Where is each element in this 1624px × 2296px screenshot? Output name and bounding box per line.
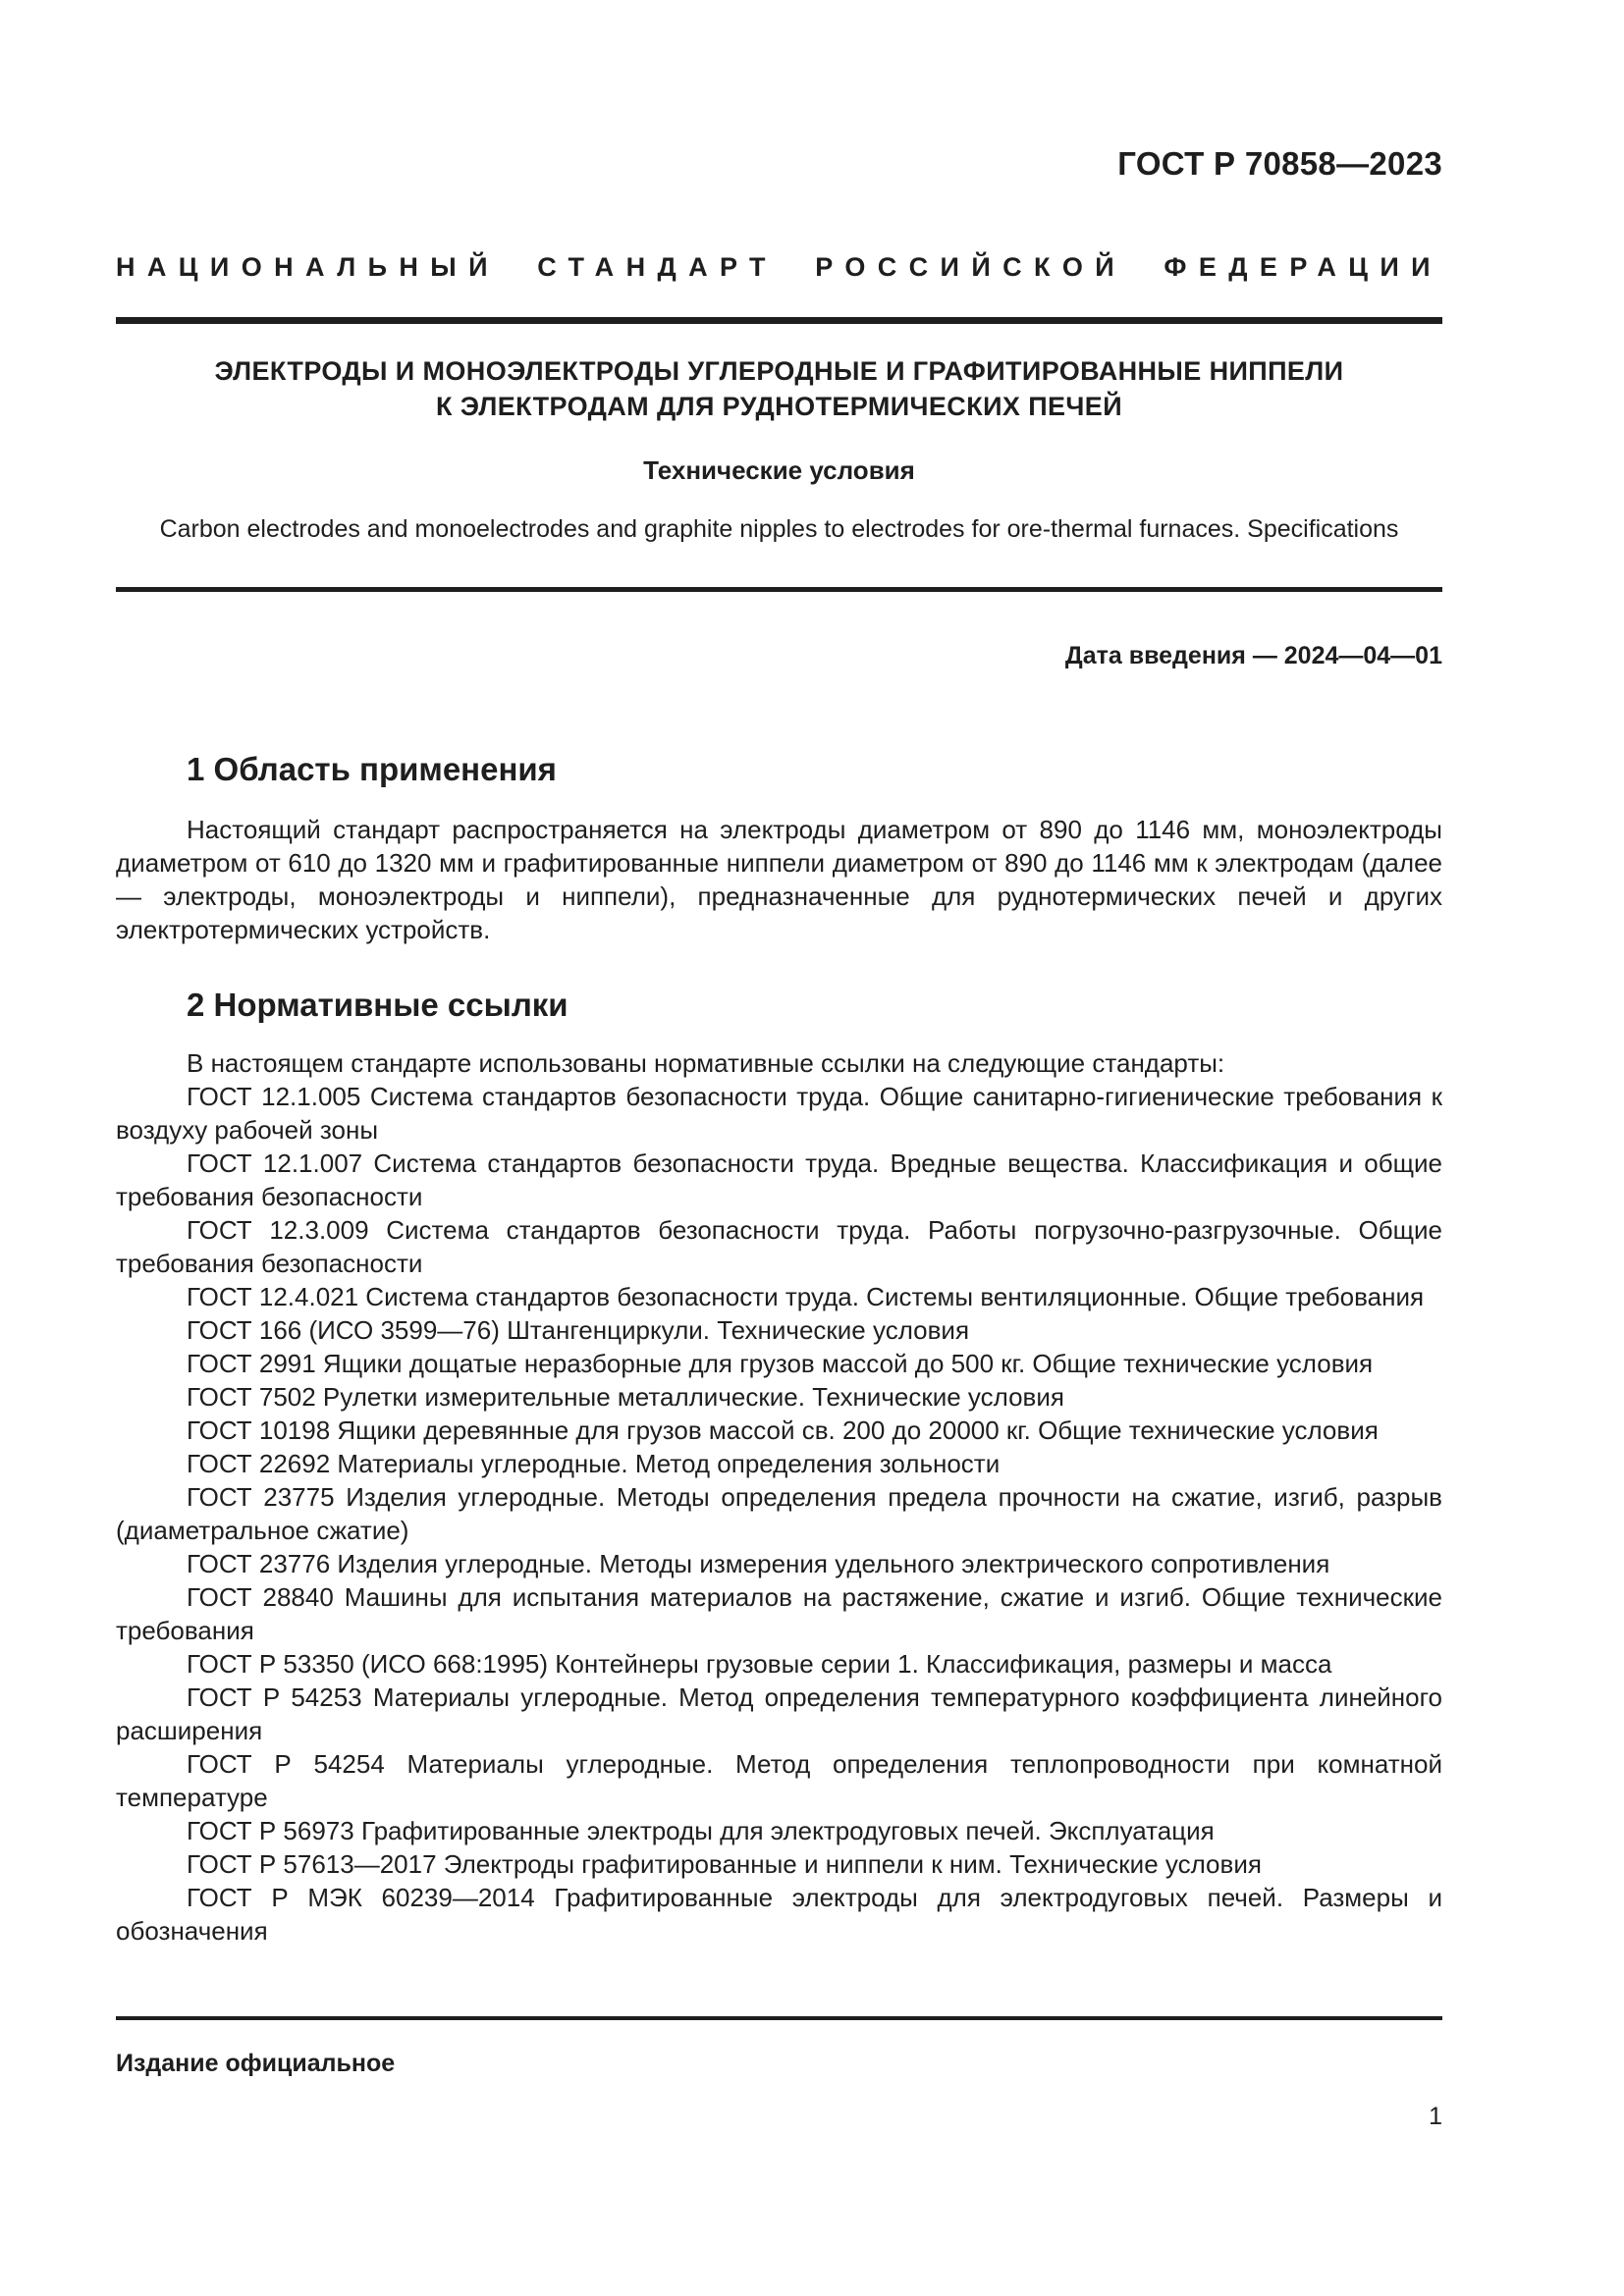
reference-item: ГОСТ Р 54254 Материалы углеродные. Метод определения теплопроводности при комнатной температуре [116, 1749, 1442, 1812]
english-title: Carbon electrodes and monoelectrodes and graphite nipples to electrodes for ore-thermal furnaces. Specifications [159, 515, 1399, 543]
reference-item: ГОСТ 12.3.009 Система стандартов безопасности труда. Работы погрузочно-разгрузочные. Общие требования безопасности [116, 1215, 1442, 1278]
reference-item: ГОСТ 10198 Ящики деревянные для грузов массой св. 200 до 20000 кг. Общие технические условия [187, 1415, 1379, 1445]
reference-item: ГОСТ 23775 Изделия углеродные. Методы определения предела прочности на сжатие, изгиб, разрыв (диаметральное сжатие) [116, 1482, 1442, 1545]
reference-item: ГОСТ Р 54253 Материалы углеродные. Метод определения температурного коэффициента линейного расширения [116, 1682, 1442, 1745]
reference-item: ГОСТ 12.1.007 Система стандартов безопасности труда. Вредные вещества. Классификация и общие требования безопасности [116, 1148, 1442, 1211]
reference-item: ГОСТ Р МЭК 60239—2014 Графитированные электроды для электродуговых печей. Размеры и обозначения [116, 1883, 1442, 1946]
reference-item: ГОСТ Р 56973 Графитированные электроды для электродуговых печей. Эксплуатация [187, 1816, 1215, 1845]
introduction-date: Дата введения — 2024—04—01 [1064, 642, 1442, 669]
reference-item: ГОСТ Р 53350 (ИСО 668:1995) Контейнеры грузовые серии 1. Классификация, размеры и масса [187, 1649, 1332, 1679]
reference-item: ГОСТ 2991 Ящики дощатые неразборные для грузов массой до 500 кг. Общие технические условия [187, 1349, 1374, 1378]
national-standard-heading: НАЦИОНАЛЬНЫЙ СТАНДАРТ РОССИЙСКОЙ ФЕДЕРАЦИИ [116, 252, 1442, 282]
document-number: ГОСТ Р 70858—2023 [1117, 145, 1442, 182]
paragraph: Настоящий стандарт распространяется на электроды диаметром от 890 до 1146 мм, моноэлектроды диаметром от 610 до 1320 мм и графитированные ниппели диаметром от 890 до 1146 мм к электродам (далее — электроды, моноэлектроды и ниппели), предназначенные для руднотермических печей и других электротермических устройств. [116, 815, 1442, 944]
reference-item: ГОСТ 12.4.021 Система стандартов безопасности труда. Системы вентиляционные. Общие требования [187, 1282, 1425, 1311]
official-edition-label: Издание официальное [116, 2050, 396, 2077]
document-subtitle: Технические условия [643, 455, 915, 485]
reference-item: ГОСТ 12.1.005 Система стандартов безопасности труда. Общие санитарно-гигиенические требования к воздуху рабочей зоны [116, 1082, 1442, 1145]
top-divider [116, 317, 1442, 324]
reference-item: ГОСТ 22692 Материалы углеродные. Метод определения зольности [187, 1449, 1001, 1478]
footer-divider [116, 2016, 1442, 2020]
title-line-1: ЭЛЕКТРОДЫ И МОНОЭЛЕКТРОДЫ УГЛЕРОДНЫЕ И ГРАФИТИРОВАННЫЕ НИППЕЛИ [214, 356, 1344, 386]
section-2-body [116, 1046, 1442, 1948]
document-title [116, 353, 1442, 424]
page-number: 1 [1429, 2103, 1442, 2130]
title-divider [116, 587, 1442, 592]
reference-item: ГОСТ 23776 Изделия углеродные. Методы измерения удельного электрического сопротивления [187, 1549, 1330, 1578]
title-line-2: К ЭЛЕКТРОДАМ ДЛЯ РУДНОТЕРМИЧЕСКИХ ПЕЧЕЙ [435, 392, 1122, 421]
reference-item: ГОСТ 7502 Рулетки измерительные металлические. Технические условия [187, 1382, 1064, 1412]
section-1-body [116, 813, 1442, 946]
reference-item: ГОСТ Р 57613—2017 Электроды графитированные и ниппели к ним. Технические условия [187, 1849, 1262, 1879]
reference-item: ГОСТ 166 (ИСО 3599—76) Штангенциркули. Технические условия [187, 1315, 970, 1345]
section-1-heading: 1 Область применения [187, 751, 557, 787]
section-2-heading: 2 Нормативные ссылки [187, 987, 568, 1023]
paragraph: В настоящем стандарте использованы нормативные ссылки на следующие стандарты: [187, 1048, 1225, 1078]
reference-item: ГОСТ 28840 Машины для испытания материалов на растяжение, сжатие и изгиб. Общие технические требования [116, 1582, 1442, 1645]
